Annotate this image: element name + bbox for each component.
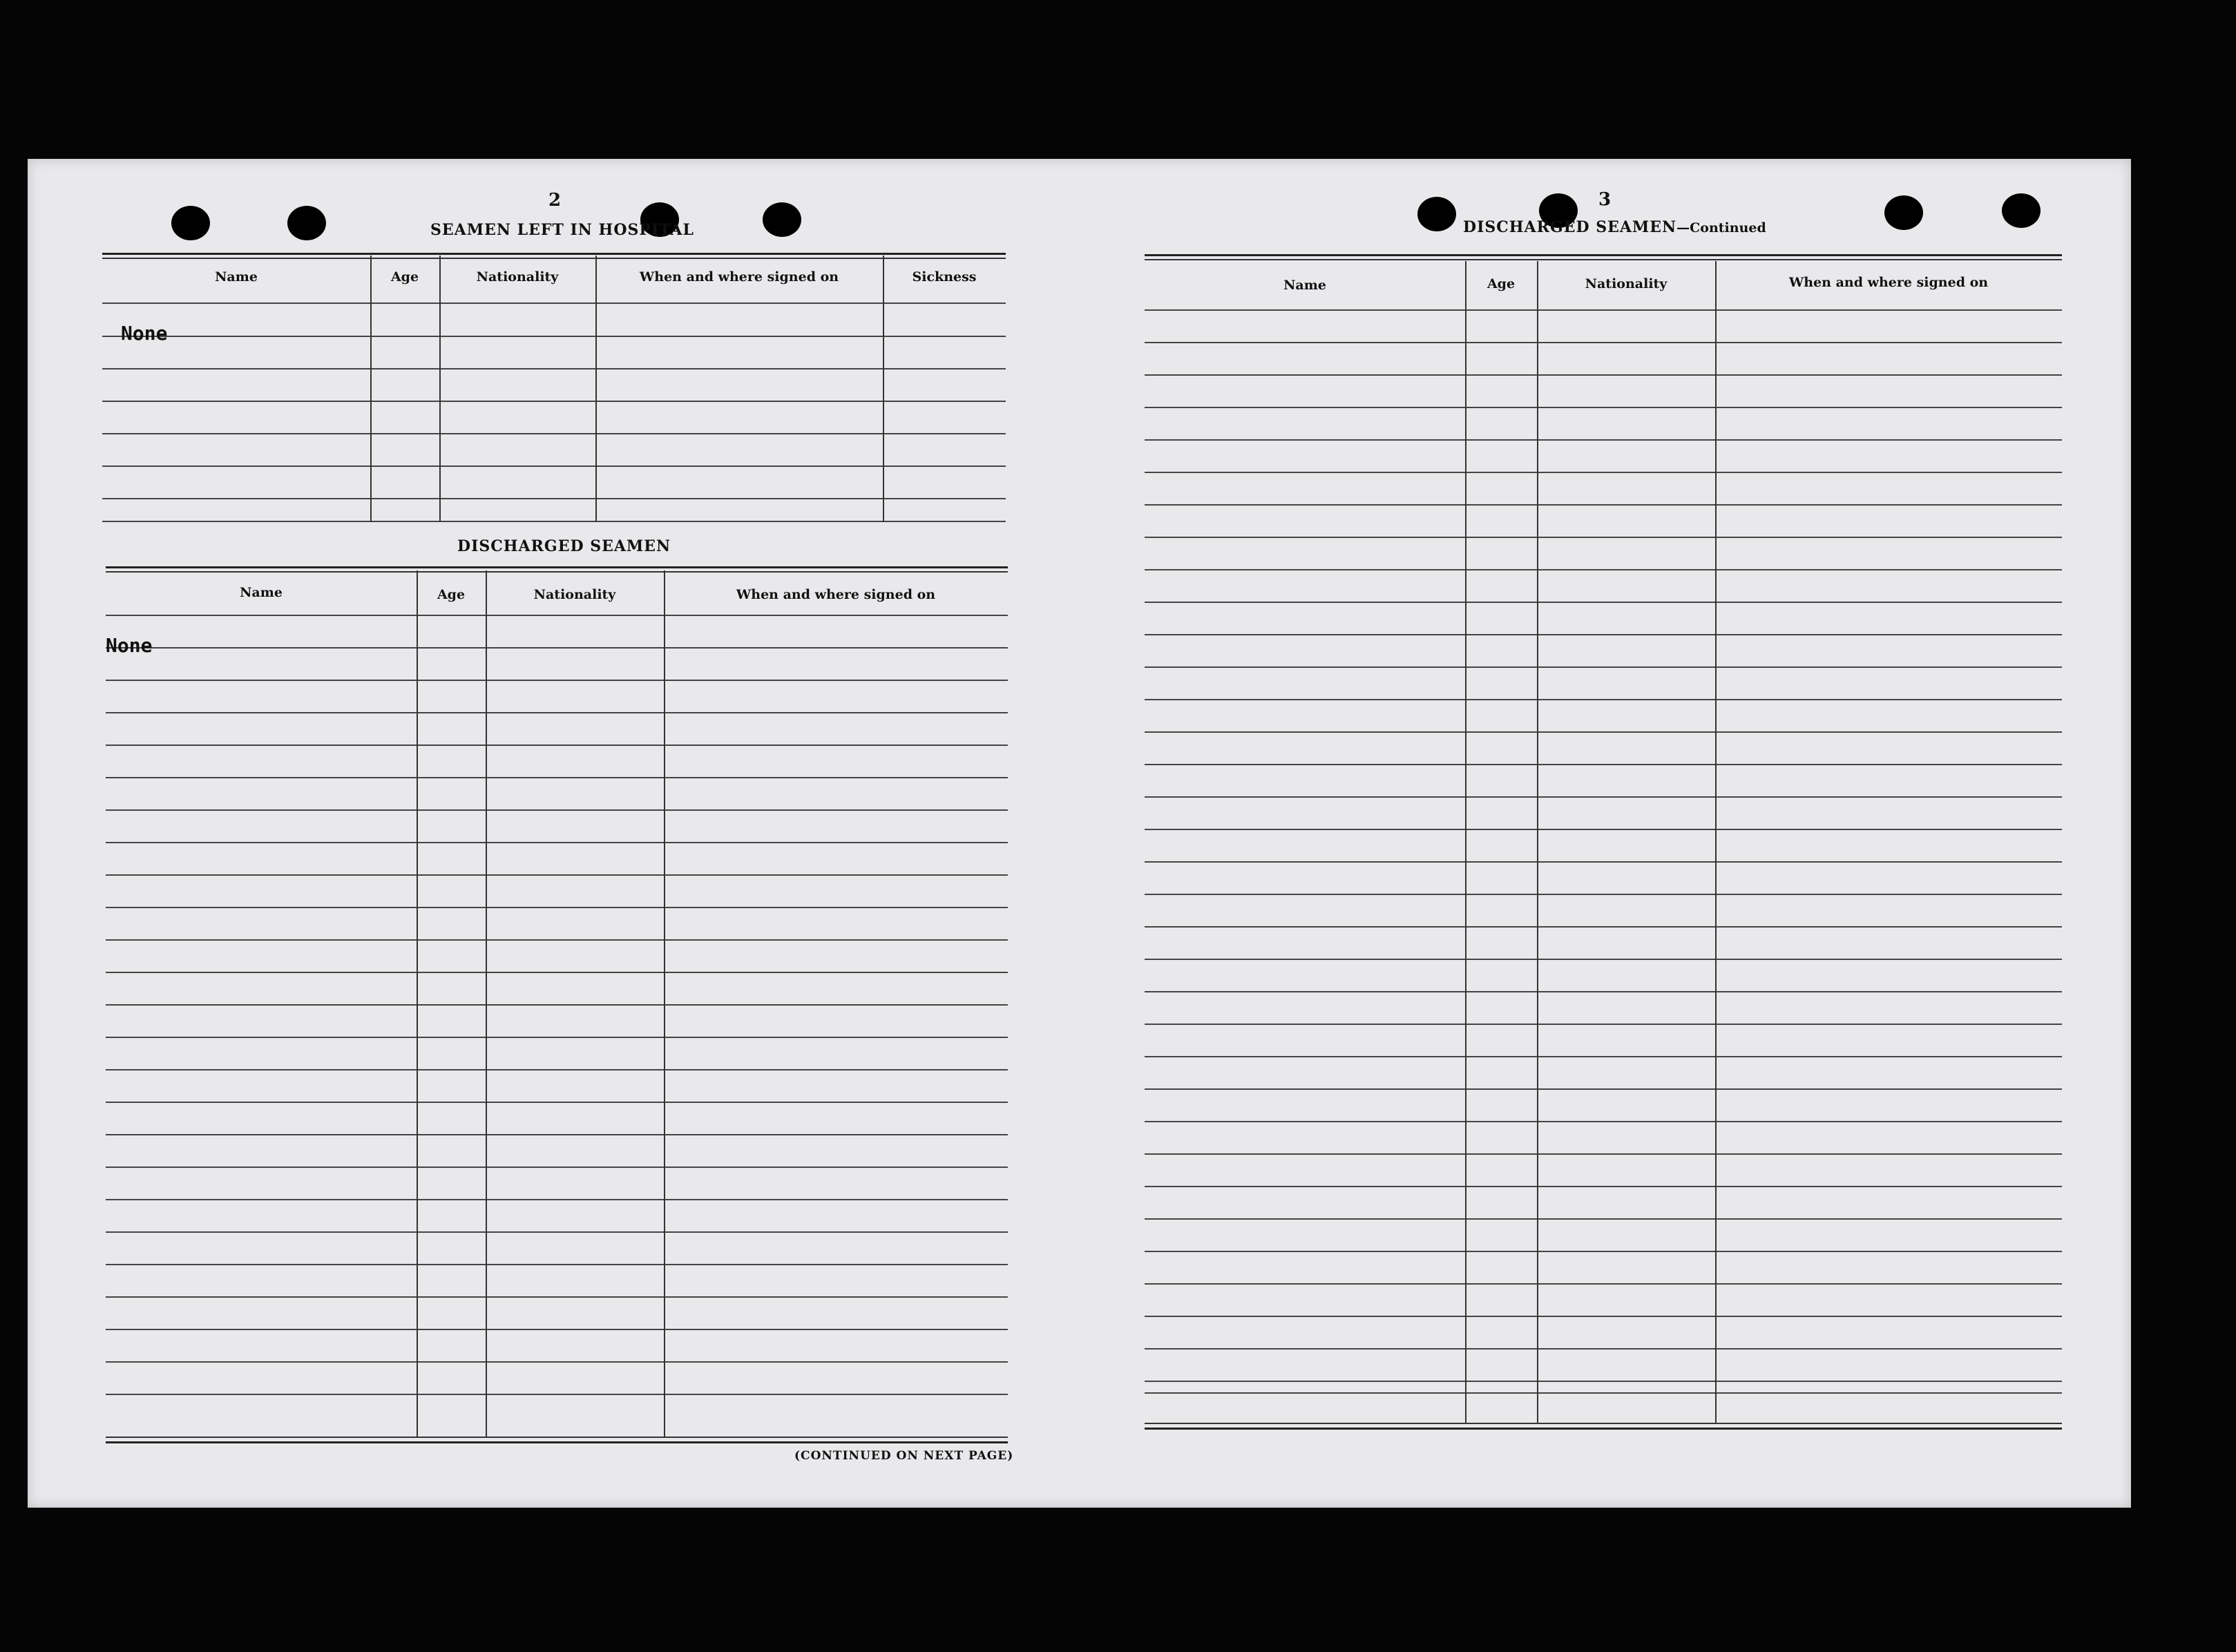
row-rule xyxy=(1145,439,2062,441)
table-bottom-rule xyxy=(106,1437,1008,1438)
column-divider xyxy=(595,256,597,522)
discharged-entry: None xyxy=(106,634,153,657)
row-rule xyxy=(102,401,1006,402)
row-rule xyxy=(106,712,1008,713)
row-rule xyxy=(102,465,1006,467)
row-rule xyxy=(1145,634,2062,635)
row-rule xyxy=(106,647,1008,649)
column-header-age: Age xyxy=(1487,276,1516,291)
row-rule xyxy=(1145,1381,2062,1382)
row-rule xyxy=(1145,1024,2062,1025)
punch-hole xyxy=(2002,193,2041,228)
punch-hole xyxy=(763,202,801,237)
row-rule xyxy=(106,874,1008,876)
column-divider xyxy=(883,256,884,522)
column-divider xyxy=(370,256,372,522)
column-divider xyxy=(486,570,487,1437)
row-rule xyxy=(1145,926,2062,928)
table-top-rule xyxy=(102,258,1006,259)
column-header-signed-on: When and where signed on xyxy=(1788,275,1989,290)
row-rule xyxy=(1145,472,2062,473)
row-rule xyxy=(1145,764,2062,765)
row-rule xyxy=(1145,1348,2062,1350)
punch-hole xyxy=(287,206,326,240)
row-rule xyxy=(1145,991,2062,992)
column-header-name: Name xyxy=(1283,278,1326,293)
punch-hole xyxy=(171,206,210,240)
column-header-sickness: Sickness xyxy=(912,269,977,285)
table-bottom-rule xyxy=(1145,1423,2062,1424)
column-divider xyxy=(439,256,441,522)
table-top-rule xyxy=(106,571,1008,573)
column-header-nationality: Nationality xyxy=(533,587,616,602)
row-rule xyxy=(106,1004,1008,1006)
row-rule xyxy=(1145,407,2062,408)
column-header-name: Name xyxy=(240,585,283,600)
continued-section-title xyxy=(1463,218,1766,236)
column-divider xyxy=(417,570,418,1437)
page-number: 2 xyxy=(548,190,562,211)
row-rule xyxy=(106,1166,1008,1168)
table-top-rule xyxy=(106,566,1008,568)
column-header-name: Name xyxy=(215,269,258,285)
row-rule xyxy=(106,1329,1008,1330)
row-rule xyxy=(1145,569,2062,570)
row-rule xyxy=(102,368,1006,369)
row-rule xyxy=(1145,1316,2062,1317)
row-rule xyxy=(106,777,1008,778)
column-header-age: Age xyxy=(437,587,466,602)
row-rule xyxy=(106,809,1008,811)
table-bottom-rule xyxy=(106,1441,1008,1443)
row-rule xyxy=(1145,731,2062,733)
row-rule xyxy=(106,1037,1008,1038)
row-rule xyxy=(1145,666,2062,668)
column-header-signed-on: When and where signed on xyxy=(736,587,936,602)
table-top-rule xyxy=(1145,259,2062,260)
column-header-signed-on: When and where signed on xyxy=(639,269,839,285)
row-rule xyxy=(1145,1186,2062,1187)
hospital-entry: None xyxy=(121,322,168,345)
row-rule xyxy=(1145,537,2062,538)
row-rule xyxy=(1145,342,2062,343)
row-rule xyxy=(1145,1283,2062,1285)
column-divider xyxy=(1537,261,1538,1423)
row-rule xyxy=(1145,1251,2062,1252)
row-rule xyxy=(106,939,1008,941)
row-rule xyxy=(106,745,1008,746)
row-rule xyxy=(102,336,1006,337)
row-rule xyxy=(1145,504,2062,506)
table-top-rule xyxy=(102,253,1006,255)
row-rule xyxy=(1145,1153,2062,1155)
header-rule xyxy=(102,302,1006,304)
header-rule xyxy=(1145,309,2062,311)
row-rule xyxy=(106,1231,1008,1233)
header-rule xyxy=(106,615,1008,616)
row-rule xyxy=(1145,1392,2062,1394)
row-rule xyxy=(106,1296,1008,1298)
row-rule xyxy=(1145,1056,2062,1057)
row-rule xyxy=(1145,1121,2062,1122)
row-rule xyxy=(1145,699,2062,700)
title-text: DISCHARGED SEAMEN xyxy=(1463,218,1677,236)
row-rule xyxy=(1145,796,2062,798)
row-rule xyxy=(1145,861,2062,863)
row-rule xyxy=(106,1394,1008,1395)
row-rule xyxy=(106,1102,1008,1103)
column-divider xyxy=(1715,261,1717,1423)
title-suffix: —Continued xyxy=(1676,220,1766,236)
row-rule xyxy=(1145,1218,2062,1220)
row-rule xyxy=(106,907,1008,908)
punch-hole xyxy=(1884,195,1923,230)
page-number: 3 xyxy=(1598,189,1612,210)
column-divider xyxy=(1465,261,1466,1423)
row-rule xyxy=(106,680,1008,681)
continued-note: (CONTINUED ON NEXT PAGE) xyxy=(794,1449,1014,1463)
hospital-section-title: SEAMEN LEFT IN HOSPITAL xyxy=(430,221,694,239)
row-rule xyxy=(106,1134,1008,1135)
row-rule xyxy=(102,433,1006,434)
column-divider xyxy=(664,570,665,1437)
row-rule xyxy=(1145,959,2062,960)
punch-hole xyxy=(1417,197,1456,231)
row-rule xyxy=(1145,1088,2062,1090)
row-rule xyxy=(106,1361,1008,1363)
document-sheet xyxy=(28,159,2131,1508)
row-rule xyxy=(102,521,1006,522)
row-rule xyxy=(106,972,1008,973)
row-rule xyxy=(106,842,1008,843)
column-header-age: Age xyxy=(390,269,419,285)
row-rule xyxy=(106,1199,1008,1200)
row-rule xyxy=(1145,374,2062,376)
table-top-rule xyxy=(1145,254,2062,256)
discharged-section-title: DISCHARGED SEAMEN xyxy=(457,537,671,555)
table-bottom-rule xyxy=(1145,1428,2062,1430)
column-header-nationality: Nationality xyxy=(1585,276,1668,291)
row-rule xyxy=(1145,829,2062,830)
row-rule xyxy=(106,1069,1008,1070)
row-rule xyxy=(1145,602,2062,603)
row-rule xyxy=(102,498,1006,499)
column-header-nationality: Nationality xyxy=(476,269,559,285)
row-rule xyxy=(106,1264,1008,1265)
row-rule xyxy=(1145,894,2062,895)
